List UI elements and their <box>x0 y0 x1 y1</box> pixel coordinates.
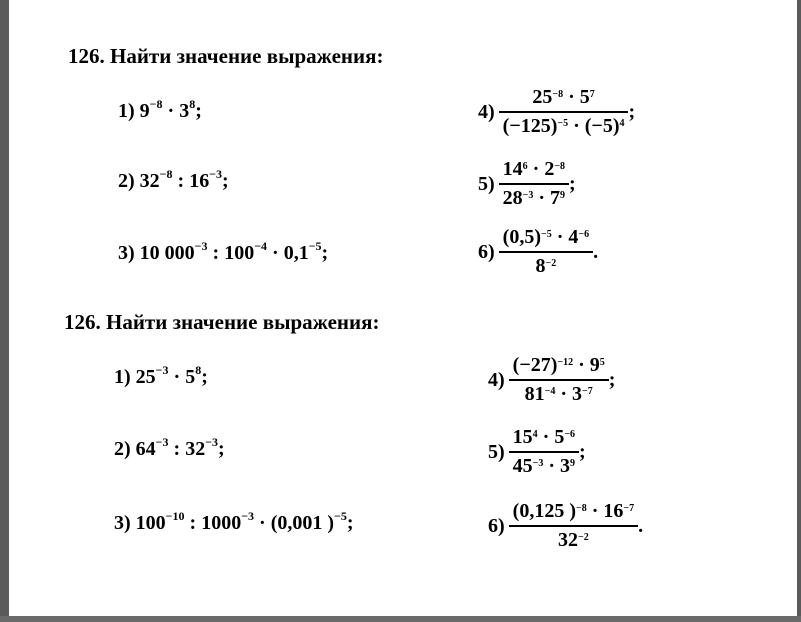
fraction: $\frac{(0,125 )^{-8} \cdot 16^{-7}}{32^{-2}}$ <box>509 500 638 552</box>
fraction: $\frac{25^{-8} \cdot 5^7}{(-125)^{-5} \cdot (-5)^4}$ <box>499 86 629 138</box>
exercise-item-1: 1) $9^{-8} \cdot 3^8$; <box>118 97 202 122</box>
exercise-item-4: 4) $\frac{25^{-8} \cdot 5^7}{(-125)^{-5} \cdot (-5)^4}$ ; <box>478 86 636 137</box>
exercise-item-2: 2) $64^{-3}$ : $32^{-3}$; <box>114 435 225 460</box>
exercise-item-3: 3) $100^{-10}$ : $1000^{-3} \cdot (0,001$ )$^{-5}$; <box>114 509 354 534</box>
fraction: $\frac{15^4 \cdot 5^{-6}}{45^{-3} \cdot 3^9}$ <box>509 426 579 478</box>
exercise-item-6: 6) $\frac{(0,5)^{-5} \cdot 4^{-6}}{8^{-2}}$ . <box>478 226 599 277</box>
exercise-item-2: 2) $32^{-8}$ : $16^{-3}$; <box>118 167 229 192</box>
exercise-item-6: 6) $\frac{(0,125 )^{-8} \cdot 16^{-7}}{32^{-2}}$ . <box>488 500 644 551</box>
bottom-border <box>0 616 801 622</box>
exercise-item-5: 5) $\frac{14^6 \cdot 2^{-8}}{28^{-3} \cdot 7^9}$ ; <box>478 158 576 209</box>
right-border <box>797 0 801 622</box>
fraction: $\frac{(0,5)^{-5} \cdot 4^{-6}}{8^{-2}}$ <box>499 226 593 278</box>
left-border <box>0 0 9 622</box>
exercise-item-3: 3) 10 $000^{-3}$ : $100^{-4} \cdot 0,1^{-5}$; <box>118 239 329 264</box>
exercise-item-5: 5) $\frac{15^4 \cdot 5^{-6}}{45^{-3} \cdot 3^9}$ ; <box>488 426 586 477</box>
exercise-item-1: 1) $25^{-3} \cdot 5^8$; <box>114 363 208 388</box>
fraction: $\frac{14^6 \cdot 2^{-8}}{28^{-3} \cdot 7^9}$ <box>499 158 569 210</box>
exercise-item-4: 4) $\frac{(-27)^{-12} \cdot 9^5}{81^{-4} \cdot 3^{-7}}$ ; <box>488 354 616 405</box>
exercise-heading: 126. Найти значение выражения: <box>64 310 380 334</box>
exercise-heading: 126. Найти значение выражения: <box>68 44 384 68</box>
fraction: $\frac{(-27)^{-12} \cdot 9^5}{81^{-4} \cdot 3^{-7}}$ <box>509 354 609 406</box>
